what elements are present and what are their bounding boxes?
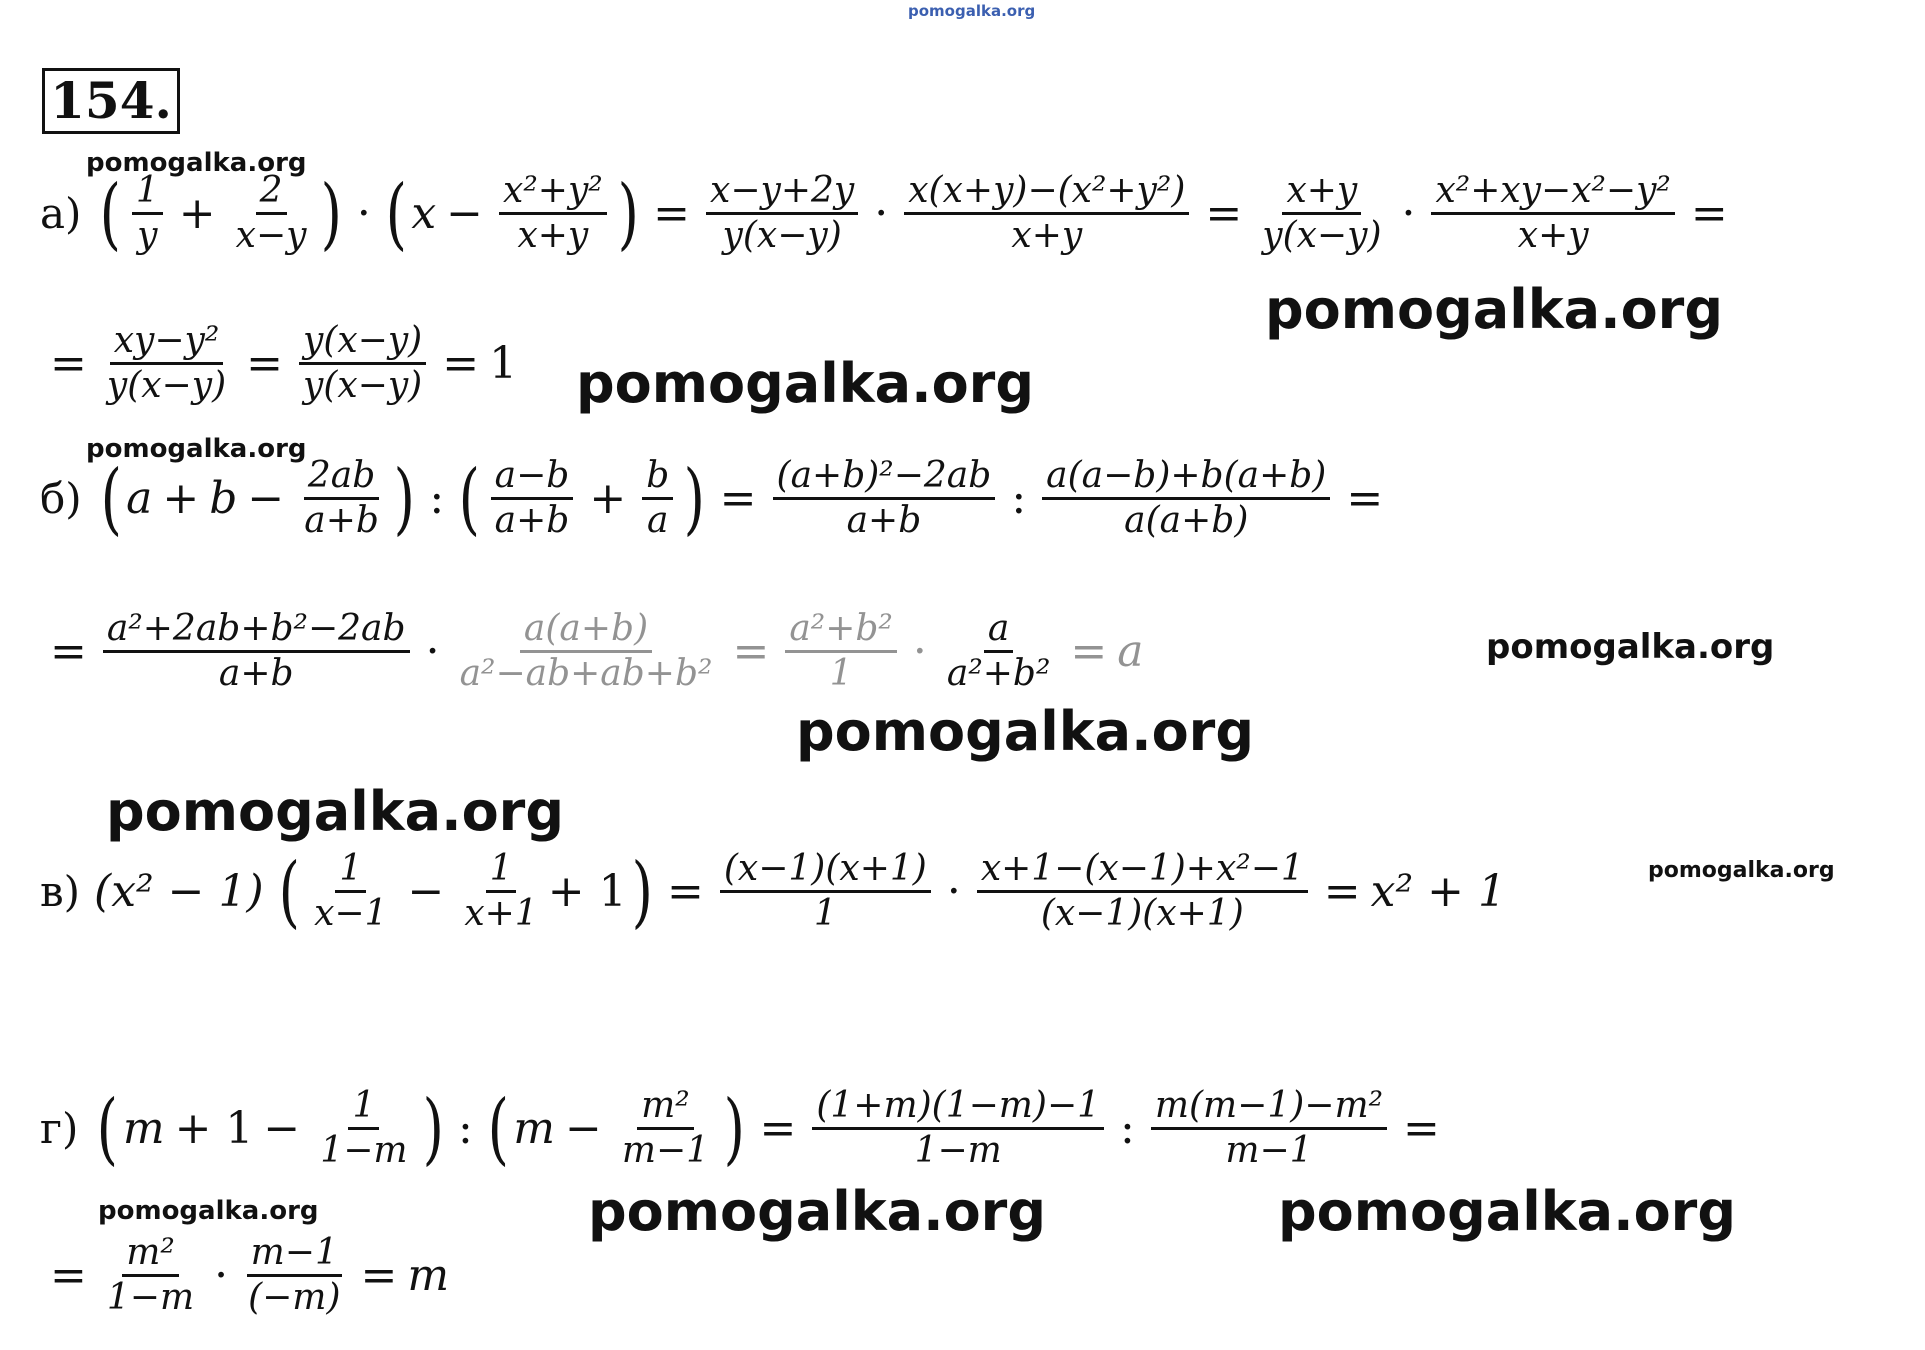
equals-sign: = (719, 473, 757, 524)
colon-sign: : (1120, 1103, 1135, 1154)
fraction: $\frac{\text{xy−y²}}{y(x-y)}$ (106, 320, 227, 406)
fraction: $\frac{(x-1)(x+1)}{1}$ (720, 848, 931, 935)
part-b-label: б) (40, 474, 82, 523)
part-b-line-2 (40, 608, 1144, 695)
variable: b (209, 473, 238, 524)
watermark: pomogalka.org (1486, 627, 1775, 667)
result: m (407, 1250, 450, 1301)
paren-open: ( (100, 453, 122, 544)
fraction: $\frac{2}{x-y}$ (235, 170, 307, 256)
minus-sign: − (446, 188, 484, 239)
fraction: $\frac{(1+m)(1-m)-1}{1-m}$ (812, 1085, 1104, 1172)
problem-number: 154. (42, 68, 180, 134)
equals-sign: = (360, 1250, 398, 1301)
watermark: pomogalka.org (796, 700, 1254, 763)
equals-sign: = (1070, 626, 1108, 677)
paren-open: ( (100, 168, 122, 259)
equals-sign: = (1403, 1103, 1440, 1154)
result: 1 (489, 338, 518, 389)
expression: + 1 (547, 866, 627, 917)
part-b-line-1 (40, 455, 1393, 542)
result: a (1117, 626, 1144, 677)
equals-sign: = (442, 338, 480, 389)
fraction: $\frac{\text{x²+y²}}{x+y}$ (499, 170, 607, 257)
fraction: $\frac{\text{m(m−1)−m²}}{m-1}$ (1151, 1085, 1387, 1172)
dot-sign: · (874, 188, 889, 239)
watermark: pomogalka.org (576, 352, 1034, 415)
equals-sign: = (50, 1250, 87, 1301)
minus-sign: − (407, 866, 445, 917)
fraction: $\frac{2ab}{a+b}$ (304, 455, 379, 541)
plus-sign: + (589, 473, 627, 524)
minus-sign: − (263, 1103, 301, 1154)
equals-sign: = (50, 626, 87, 677)
watermark: pomogalka.org (1278, 1180, 1736, 1243)
fraction: $\frac{\text{(a+b)²−2ab}}{a+b}$ (773, 455, 996, 542)
fraction: $\frac{1}{x-1}$ (314, 848, 388, 934)
fraction: $\frac{\text{m²}}{m-1}$ (621, 1085, 710, 1171)
equals-sign: = (759, 1103, 797, 1154)
paren-close: ) (723, 1083, 745, 1174)
minus-sign: − (564, 1103, 602, 1154)
fraction: $\frac{\text{x+1−(x−1)+x²−1}}{(x-1)(x+1)}$ (977, 848, 1308, 935)
equals-sign: = (1346, 473, 1384, 524)
fraction: $\frac{b}{a}$ (642, 455, 673, 542)
fraction: $\frac{\text{x²+xy−x²−y²}}{x+y}$ (1431, 170, 1674, 257)
dot-sign: · (425, 626, 440, 677)
plus-sign: + (162, 473, 200, 524)
part-d-line-2 (40, 1232, 449, 1319)
watermark: pomogalka.org (98, 1196, 319, 1226)
watermark: pomogalka.org (588, 1180, 1046, 1243)
dot-sign: · (214, 1250, 229, 1301)
variable: a (126, 473, 153, 524)
fraction: $\frac{m-1}{(-m)}$ (248, 1232, 341, 1318)
fraction: $\frac{a-b}{a+b}$ (491, 455, 574, 542)
fraction: $\frac{1}{x+1}$ (464, 848, 538, 934)
colon-sign: : (457, 1103, 473, 1154)
part-c-line-1 (40, 848, 1506, 935)
variable: x (411, 188, 437, 239)
equals-sign: = (1323, 866, 1361, 917)
colon-sign: : (429, 473, 445, 524)
dot-sign: · (912, 626, 927, 677)
paren-close: ) (422, 1083, 444, 1174)
equals-sign: = (667, 866, 704, 917)
variable: m (513, 1103, 555, 1154)
equals-sign: = (50, 338, 87, 389)
plus-sign: + (178, 188, 216, 239)
paren-open: ( (385, 168, 407, 259)
fraction: $\frac{a(a-b)+b(a+b)}{a(a+b)}$ (1042, 455, 1330, 542)
fraction: $\frac{a(a+b)}{\text{a²−ab+ab+b²}}$ (459, 608, 713, 694)
part-d-label: г) (40, 1104, 79, 1153)
watermark: pomogalka.org (106, 780, 564, 843)
fraction: $\frac{y(x-y)}{y(x-y)}$ (299, 320, 426, 407)
paren-close: ) (683, 453, 706, 544)
paren-open: ( (458, 453, 481, 544)
expression: + 1 (174, 1103, 254, 1154)
part-a-line-1 (40, 170, 1738, 257)
expression: (x² − 1) (94, 866, 264, 917)
watermark: pomogalka.org (1265, 278, 1723, 341)
watermark: pomogalka.org (1648, 858, 1835, 883)
paren-close: ) (631, 846, 653, 937)
paren-close: ) (393, 453, 415, 544)
equals-sign: = (1205, 188, 1243, 239)
fraction: $\frac{1}{y}$ (132, 170, 163, 257)
dot-sign: · (1401, 188, 1416, 239)
equals-sign: = (653, 188, 691, 239)
watermark: pomogalka.org (86, 148, 307, 178)
paren-open: ( (96, 1083, 119, 1174)
result: x² + 1 (1370, 866, 1506, 917)
colon-sign: : (1011, 473, 1027, 524)
dot-sign: · (356, 188, 371, 239)
part-a-label: а) (40, 189, 82, 238)
variable: m (122, 1103, 165, 1154)
fraction: $\frac{a}{\text{a²+b²}}$ (946, 608, 1051, 694)
equals-sign: = (732, 626, 770, 677)
fraction: $\frac{\text{m²}}{1-m}$ (106, 1232, 195, 1318)
top-watermark: pomogalka.org (908, 2, 1036, 20)
equals-sign: = (246, 338, 283, 389)
fraction: $\frac{\text{a²+2ab+b²−2ab}}{a+b}$ (103, 608, 410, 695)
dot-sign: · (946, 866, 961, 917)
fraction: $\frac{\text{x(x+y)−(x²+y²)}}{x+y}$ (904, 170, 1189, 257)
paren-close: ) (617, 168, 639, 259)
part-a-line-2 (40, 320, 517, 407)
watermark: pomogalka.org (86, 434, 307, 464)
paren-open: ( (278, 846, 300, 937)
part-d-line-1 (40, 1085, 1450, 1172)
part-c-label: в) (40, 867, 81, 916)
fraction: $\frac{x+y}{y(x-y)}$ (1262, 170, 1382, 256)
equals-sign: = (1690, 188, 1728, 239)
minus-sign: − (247, 473, 285, 524)
fraction: $\frac{\text{a²+b²}}{1}$ (785, 608, 897, 695)
fraction: $\frac{1}{1-m}$ (320, 1085, 408, 1171)
fraction: $\frac{x-y+2y}{y(x-y)}$ (706, 170, 858, 257)
paren-open: ( (487, 1083, 509, 1174)
paren-close: ) (321, 168, 343, 259)
